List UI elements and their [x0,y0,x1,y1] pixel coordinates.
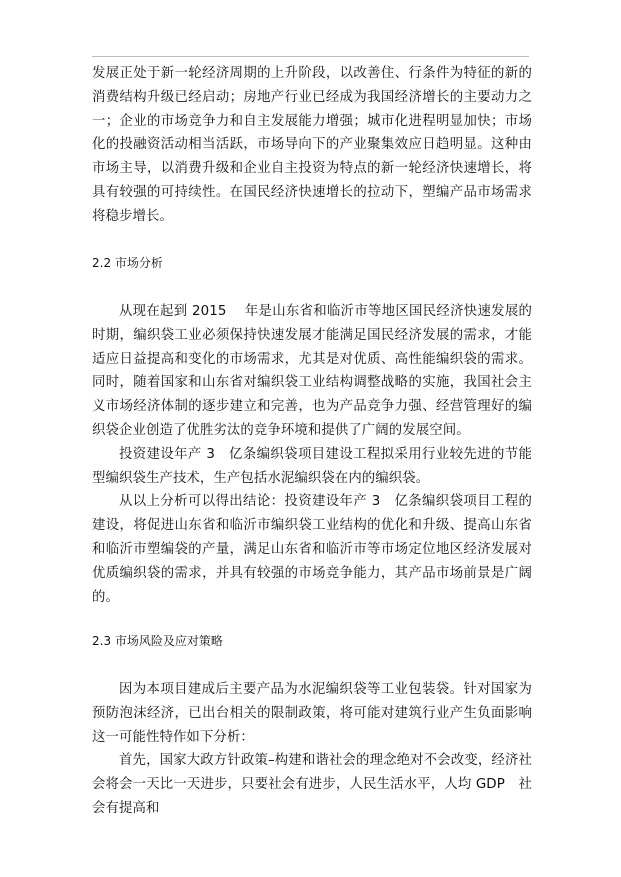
header-rule [92,56,529,57]
document-body [92,62,532,821]
intro-paragraph: 发展正处于新一轮经济周期的上升阶段，以改善住、行条件为特征的新的消费结构升级已经启动；房地产行业已经成为我国经济增长的主要动力之一；企业的市场竞争力和自主发展能力增强；城市化进程明显加快；市场化的投融资活动相当活跃，市场导向下的产业聚集效应日趋明显。这种由市场主导，以消费升级和企业自主投资为特点的新一轮经济快速增长，将具有较强的可持续性。在国民经济快速增长的拉动下，塑编产品市场需求将稳步增长。 [92,66,532,224]
market-analysis-paragraph-2: 投资建设年产 3 亿条编织袋项目建设工程拟采用行业较先进的节能型编织袋生产技术，生产包括水泥编织袋在内的编织袋。 [92,446,532,486]
spacer [92,609,532,630]
section-heading-market-risk: 2.3 市场风险及应对策略 [92,634,223,649]
spacer [92,654,532,678]
spacer [92,229,532,253]
section-heading-market-analysis: 2.2 市场分析 [92,256,163,271]
spacer [92,276,532,300]
market-risk-paragraph-2: 首先，国家大政方针政策–构建和谐社会的理念绝对不会改变，经济社会将会一天比一天进步，只要社会有进步，人民生活水平，人均 GDP 社会有提高和 [92,753,532,816]
market-analysis-paragraph-1: 从现在起到 2015 年是山东省和临沂市等地区国民经济快速发展的时期，编织袋工业必须保持快速发展才能满足国民经济发展的需求，才能适应日益提高和变化的市场需求，尤其是对优质、高性能编织袋的需求。同时，随着国家和山东省对编织袋工业结构调整战略的实施，我国社会主义市场经济体制的逐步建立和完善，也为产品竞争力强、经营管理好的编织袋企业创造了优胜劣汰的竞争环境和提供了广阔的发展空间。 [92,303,532,438]
market-risk-paragraph-1: 因为本项目建成后主要产品为水泥编织袋等工业包装袋。针对国家为预防泡沫经济，已出台相关的限制政策，将可能对建筑行业产生负面影响这一可能性特作如下分析： [92,681,532,745]
market-analysis-paragraph-3: 从以上分析可以得出结论：投资建设年产 3 亿条编织袋项目工程的建设，将促进山东省和临沂市编织袋工业结构的优化和升级、提高山东省和临沂市塑编袋的产量，满足山东省和临沂市等市场定位地区经济发展对优质编织袋的需求，并具有较强的市场竞争能力，其产品市场前景是广阔的。 [92,494,532,605]
